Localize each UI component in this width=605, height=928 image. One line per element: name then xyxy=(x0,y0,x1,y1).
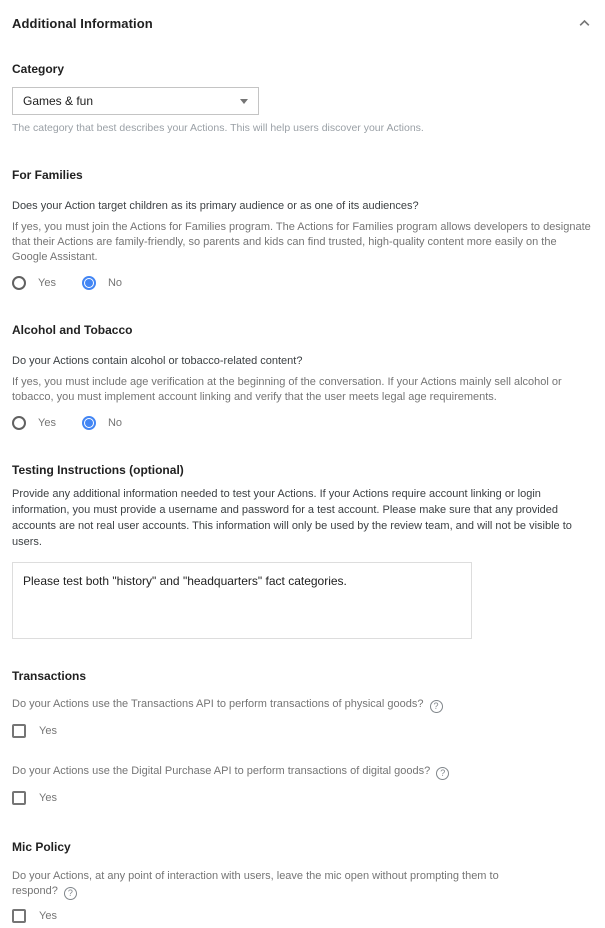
help-circle-icon[interactable] xyxy=(64,887,77,900)
mic-policy-question: Do your Actions, at any point of interaction with users, leave the mic open without prompting them to respond? xyxy=(12,870,499,897)
radio-checked-icon xyxy=(82,416,96,430)
for-families-question: Does your Action target children as its primary audience or as one of its audiences? xyxy=(12,200,419,212)
transactions-digital-question: Do your Actions use the Digital Purchase API to perform transactions of digital goods? xyxy=(12,765,431,777)
checkbox-unchecked-icon xyxy=(12,724,26,738)
transactions-section xyxy=(12,669,593,810)
radio-unchecked-icon xyxy=(12,276,26,290)
category-label: Category xyxy=(12,62,65,76)
alcohol-tobacco-heading: Alcohol and Tobacco xyxy=(12,323,133,337)
checkbox-unchecked-icon xyxy=(12,791,26,805)
panel-title: Additional Information xyxy=(12,16,153,31)
transactions-physical-question: Do your Actions use the Transactions API to perform transactions of physical goods? xyxy=(12,698,424,710)
chevron-up-icon[interactable] xyxy=(576,15,593,32)
for-families-helper-text: If yes, you must join the Actions for Families program. The Actions for Families program allows developers to designate that their Actions are family-friendly, so parents and kids can find trusted, high-quality content more easily on the Google Assistant. xyxy=(12,221,591,263)
arrow-drop-down-icon xyxy=(240,99,248,104)
alcohol-tobacco-no-label: No xyxy=(107,417,123,429)
alcohol-tobacco-question: Do your Actions contain alcohol or tobacco-related content? xyxy=(12,355,303,367)
transactions-physical-yes-checkbox[interactable] xyxy=(12,724,57,738)
alcohol-tobacco-yes-radio[interactable] xyxy=(12,416,56,430)
alcohol-tobacco-yes-label: Yes xyxy=(38,417,56,429)
testing-instructions-heading: Testing Instructions (optional) xyxy=(12,463,184,477)
category-helper-text: The category that best describes your Actions. This will help users discover your Actions. xyxy=(12,122,424,134)
alcohol-tobacco-no-radio[interactable] xyxy=(82,416,122,430)
help-circle-icon[interactable] xyxy=(436,767,449,780)
transactions-digital-yes-label: Yes xyxy=(39,792,57,804)
transactions-digital-yes-checkbox[interactable] xyxy=(12,791,57,805)
testing-instructions-description: Provide any additional information needed to test your Actions. If your Actions require account linking or login information, you must provide a username and password for a test account. Please make sure that any provided accounts are not real user accounts. This information will only be used by the review team, and will not be visible to users. xyxy=(12,488,572,548)
transactions-digital-question-row xyxy=(12,764,593,780)
mic-policy-question-row xyxy=(12,869,507,900)
mic-policy-section xyxy=(12,840,593,928)
mic-policy-heading: Mic Policy xyxy=(12,840,71,854)
panel-header xyxy=(12,0,593,32)
chevron-up-glyph xyxy=(578,17,591,30)
for-families-no-label: No xyxy=(107,277,123,289)
category-dropdown[interactable] xyxy=(12,87,259,115)
for-families-radio-group xyxy=(12,276,593,290)
for-families-section xyxy=(12,168,593,290)
alcohol-tobacco-section xyxy=(12,323,593,430)
for-families-heading: For Families xyxy=(12,168,83,182)
testing-instructions-section xyxy=(12,463,593,639)
checkbox-unchecked-icon xyxy=(12,909,26,923)
mic-policy-yes-checkbox[interactable] xyxy=(12,909,57,923)
for-families-yes-radio[interactable] xyxy=(12,276,56,290)
category-section xyxy=(12,62,593,136)
transactions-physical-question-row xyxy=(12,697,593,713)
for-families-yes-label: Yes xyxy=(38,277,56,289)
help-circle-icon[interactable] xyxy=(430,700,443,713)
alcohol-tobacco-helper-text: If yes, you must include age verification at the beginning of the conversation. If your Actions mainly sell alcohol or tobacco, you must implement account linking and verify that the user meets legal age requirements. xyxy=(12,376,562,403)
for-families-no-radio[interactable] xyxy=(82,276,122,290)
radio-checked-icon xyxy=(82,276,96,290)
category-selected-value: Games & fun xyxy=(23,94,94,108)
radio-unchecked-icon xyxy=(12,416,26,430)
testing-instructions-input[interactable] xyxy=(12,562,472,639)
alcohol-tobacco-radio-group xyxy=(12,416,593,430)
transactions-physical-yes-label: Yes xyxy=(39,725,57,737)
mic-policy-yes-label: Yes xyxy=(39,910,57,922)
transactions-heading: Transactions xyxy=(12,669,87,683)
